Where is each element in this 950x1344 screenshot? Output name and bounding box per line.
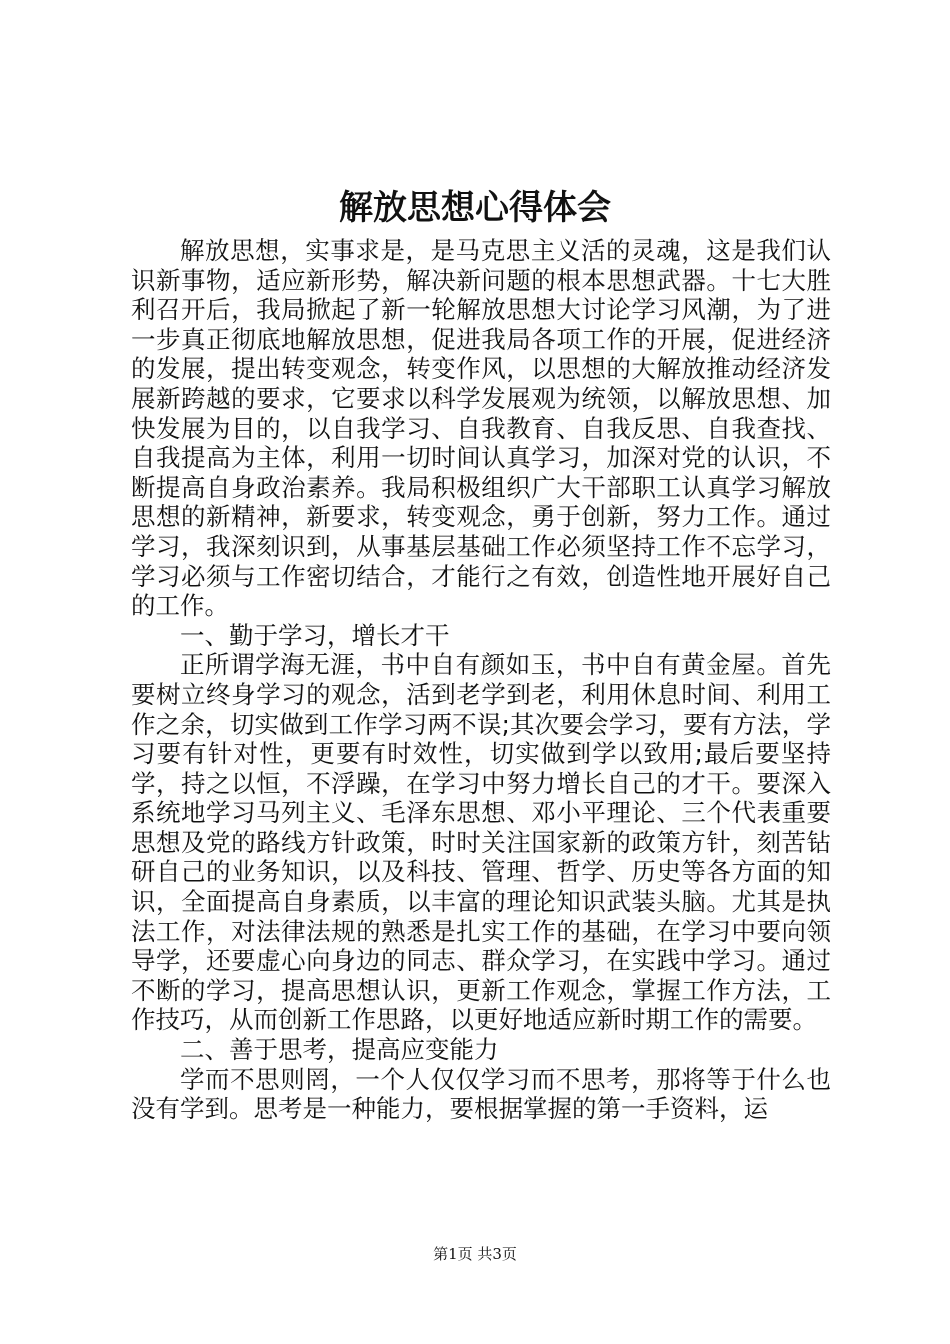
document-title: 解放思想心得体会: [339, 188, 611, 228]
section-heading-1: 一、勤于学习，增长才干: [180, 620, 450, 650]
section-1-paragraph: 正所谓学海无涯，书中自有颜如玉，书中自有黄金屋。首先要树立终身学习的观念，活到老学到老，利用休息时间、利用工作之余，切实做到工作学习两不误;其次要会学习，要有方法，学习要有针对性，更要有时效性，切实做到学以致用;最后要坚持学，持之以恒，不浮躁，在学习中努力增长自己的才干。要深入系统地学习马列主义、毛泽东思想、邓小平理论、三个代表重要思想及党的路线方针政策，时时关注国家新的政策方针，刻苦钻研自己的业务知识，以及科技、管理、哲学、历史等各方面的知识，全面提高自身素质，以丰富的理论知识武装头脑。尤其是执法工作，对法律法规的熟悉是扎实工作的基础，在学习中要向领导学，还要虚心向身边的同志、群众学习，在实践中学习。通过不断的学习，提高思想认识，更新工作观念，掌握工作方法，工作技巧，从而创新工作思路，以更好地适应新时期工作的需要。: [131, 650, 831, 1035]
page-footer: 第1页 共3页: [433, 1245, 517, 1263]
intro-paragraph: 解放思想，实事求是，是马克思主义活的灵魂，这是我们认识新事物，适应新形势，解决新问题的根本思想武器。十七大胜利召开后，我局掀起了新一轮解放思想大讨论学习风潮，为了进一步真正彻底地解放思想，促进我局各项工作的开展，促进经济的发展，提出转变观念，转变作风，以思想的大解放推动经济发展新跨越的要求，它要求以科学发展观为统领，以解放思想、加快发展为目的，以自我学习、自我教育、自我反思、自我查找、自我提高为主体，利用一切时间认真学习，加深对党的认识，不断提高自身政治素养。我局积极组织广大干部职工认真学习解放思想的新精神，新要求，转变观念，勇于创新，努力工作。通过学习，我深刻识到，从事基层基础工作必须坚持工作不忘学习，学习必须与工作密切结合，才能行之有效，创造性地开展好自己的工作。: [131, 236, 831, 621]
section-heading-2: 二、善于思考，提高应变能力: [180, 1035, 499, 1065]
document-body: [131, 236, 831, 1124]
section-2-paragraph: 学而不思则罔，一个人仅仅学习而不思考，那将等于什么也没有学到。思考是一种能力，要根据掌握的第一手资料，运: [131, 1064, 831, 1124]
